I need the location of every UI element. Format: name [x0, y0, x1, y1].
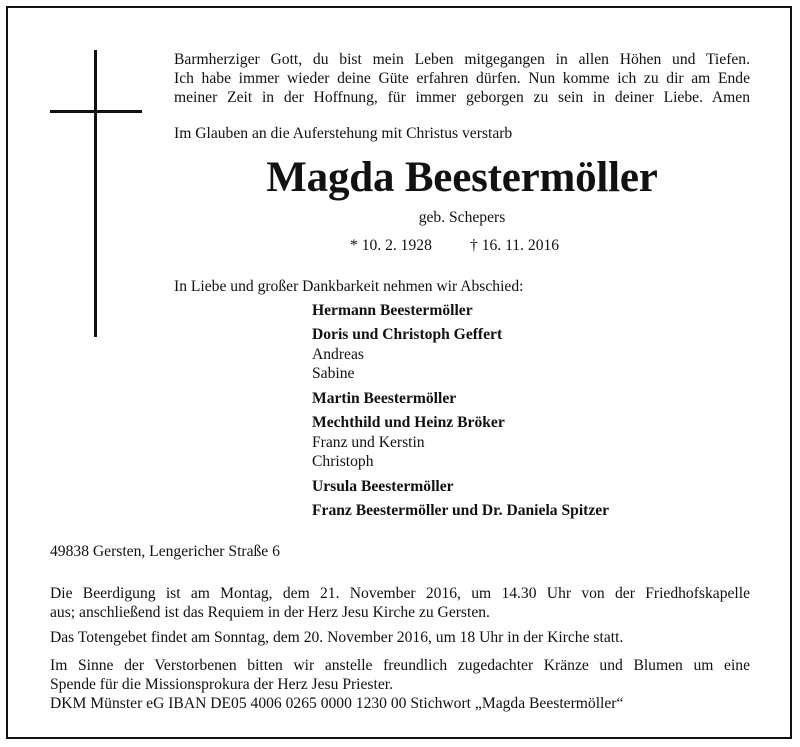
cross-horizontal-bar: [50, 110, 142, 113]
intro-text: Im Glauben an die Auferstehung mit Christus verstarb: [174, 125, 513, 142]
prayer-line-2: Ich habe immer wieder deine Güte erfahren dürfen. Nun komme ich zu dir am Ende: [174, 70, 750, 87]
donation-line-2: Spende für die Missionsprokura der Herz Jesu Priester.: [50, 676, 393, 693]
funeral-line-2: aus; anschließend ist das Requiem in der Herz Jesu Kirche zu Gersten.: [50, 604, 490, 621]
prayer-line-3: meiner Zeit in der Hoffnung, für immer geborgen zu sein in deiner Liebe. Amen: [174, 89, 750, 106]
maiden-name: geb. Schepers: [418, 209, 506, 226]
deceased-name: Magda Beestermöller: [266, 154, 658, 201]
mourner-2: Doris und Christoph Geffert: [312, 326, 503, 343]
prayer-service-text: Das Totengebet findet am Sonntag, dem 20. November 2016, um 18 Uhr in der Kirche statt.: [50, 629, 624, 646]
mourner-5: Martin Beestermöller: [312, 390, 457, 407]
mourner-6: Mechthild und Heinz Bröker: [312, 414, 505, 431]
funeral-line-1: Die Beerdigung ist am Montag, dem 21. November 2016, um 14.30 Uhr von der Friedhofskapelle: [50, 585, 750, 602]
donation-line-3: DKM Münster eG IBAN DE05 4006 0265 0000 1230 00 Stichwort „Magda Beestermöller“: [50, 695, 624, 712]
mourner-7: Franz und Kerstin: [312, 434, 425, 451]
address-text: 49838 Gersten, Lengericher Straße 6: [50, 543, 280, 560]
birth-date: * 10. 2. 1928: [350, 237, 432, 254]
mourner-10: Franz Beestermöller und Dr. Daniela Spitzer: [312, 502, 610, 519]
prayer-line-1: Barmherziger Gott, du bist mein Leben mitgegangen in allen Höhen und Tiefen.: [174, 51, 750, 68]
mourner-9: Ursula Beestermöller: [312, 478, 454, 495]
mourner-3: Andreas: [312, 346, 364, 363]
death-date: † 16. 11. 2016: [470, 237, 560, 254]
mourner-8: Christoph: [312, 453, 374, 470]
farewell-text: In Liebe und großer Dankbarkeit nehmen wir Abschied:: [174, 278, 524, 295]
mourner-1: Hermann Beestermöller: [312, 302, 473, 319]
mourner-4: Sabine: [312, 365, 355, 382]
donation-line-1: Im Sinne der Verstorbenen bitten wir anstelle freundlich zugedachter Kränze und Blumen um eine: [50, 657, 750, 674]
cross-vertical-bar: [94, 50, 97, 337]
